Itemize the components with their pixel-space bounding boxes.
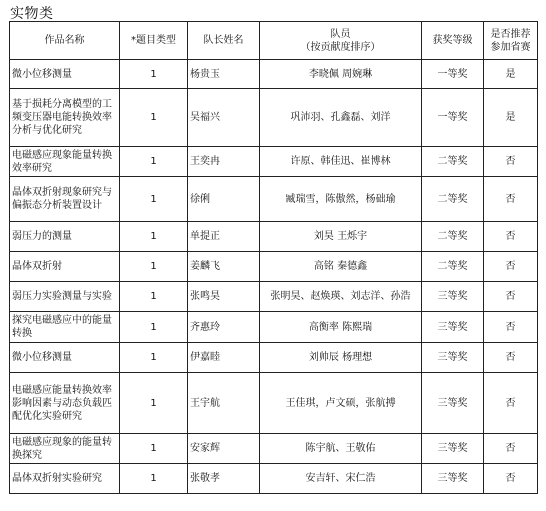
cell-recommend: 否 [484,373,538,434]
cell-name: 探究电磁感应中的能量转换 [10,312,120,343]
cell-captain: 王奕冉 [188,147,260,177]
cell-award: 三等奖 [422,373,484,434]
cell-captain: 杨贵玉 [188,60,260,89]
cell-captain: 吴福兴 [188,89,260,147]
cell-type: 1 [120,312,188,343]
cell-type: 1 [120,147,188,177]
cell-members: 陈宇航、王敬佑 [260,434,422,464]
cell-recommend: 否 [484,434,538,464]
cell-members: 巩沛羽、孔鑫磊、刘洋 [260,89,422,147]
cell-captain: 张敬孝 [188,464,260,494]
cell-name: 晶体双折射实验研究 [10,464,120,494]
cell-recommend: 否 [484,343,538,373]
cell-captain: 张鸣昊 [188,282,260,312]
cell-award: 三等奖 [422,312,484,343]
cell-captain: 伊嘉睦 [188,343,260,373]
cell-name: 电磁感应能量转换效率影响因素与动态负载匹配优化实验研究 [10,373,120,434]
cell-members: 张明昊、赵焕瑛、刘志洋、孙浩 [260,282,422,312]
cell-captain: 姜麟飞 [188,252,260,282]
table-row [10,222,538,252]
cell-recommend: 否 [484,312,538,343]
cell-name: 电磁感应现象能量转换效率研究 [10,147,120,177]
cell-award: 三等奖 [422,282,484,312]
table-row [10,177,538,222]
cell-name: 电磁感应现象的能量转换探究 [10,434,120,464]
cell-type: 1 [120,60,188,89]
cell-members: 刘昊 王烁宇 [260,222,422,252]
cell-name: 弱压力实验测量与实验 [10,282,120,312]
cell-type: 1 [120,464,188,494]
col-header-members-note: （按贡献度排序） [300,41,381,53]
cell-captain: 安家辉 [188,434,260,464]
table-row [10,373,538,434]
cell-award: 二等奖 [422,222,484,252]
cell-captain: 徐俐 [188,177,260,222]
col-header-award: 获奖等级 [422,22,484,60]
cell-members: 臧瑞雪，陈傲然，杨础瑜 [260,177,422,222]
cell-type: 1 [120,222,188,252]
cell-type: 1 [120,343,188,373]
cell-award: 三等奖 [422,464,484,494]
cell-name: 晶体双折射 [10,252,120,282]
cell-members: 许原、韩佳迅、崔博林 [260,147,422,177]
col-header-name: 作品名称 [10,22,120,60]
cell-recommend: 否 [484,464,538,494]
cell-name: 弱压力的测量 [10,222,120,252]
table-row [10,434,538,464]
cell-award: 三等奖 [422,434,484,464]
cell-award: 二等奖 [422,147,484,177]
cell-type: 1 [120,252,188,282]
cell-members: 李晓佩 周婉琳 [260,60,422,89]
cell-name: 微小位移测量 [10,60,120,89]
col-header-members [260,22,422,60]
cell-name: 晶体双折射现象研究与偏振态分析装置设计 [10,177,120,222]
cell-recommend: 否 [484,282,538,312]
cell-members: 高衡率 陈熙瑞 [260,312,422,343]
cell-award: 三等奖 [422,343,484,373]
col-header-recommend: 是否推荐参加省赛 [484,22,538,60]
cell-recommend: 是 [484,89,538,147]
cell-captain: 单提正 [188,222,260,252]
table-row [10,89,538,147]
cell-award: 二等奖 [422,177,484,222]
col-header-members-title: 队员 [330,28,351,40]
table-row [10,464,538,494]
cell-members: 王佳琪，卢文硕，张航搏 [260,373,422,434]
cell-captain: 王宇航 [188,373,260,434]
cell-award: 一等奖 [422,89,484,147]
cell-type: 1 [120,89,188,147]
cell-award: 一等奖 [422,60,484,89]
cell-award: 二等奖 [422,252,484,282]
table-row [10,312,538,343]
col-header-captain: 队长姓名 [188,22,260,60]
cell-captain: 齐惠玲 [188,312,260,343]
section-title: 实物类 [10,6,54,22]
table-row [10,343,538,373]
cell-type: 1 [120,373,188,434]
cell-members: 高铭 秦德鑫 [260,252,422,282]
table-row [10,252,538,282]
cell-type: 1 [120,177,188,222]
cell-recommend: 是 [484,60,538,89]
table-row [10,60,538,89]
cell-recommend: 否 [484,252,538,282]
cell-type: 1 [120,434,188,464]
cell-name: 基于损耗分离模型的工频变压器电能转换效率分析与优化研究 [10,89,120,147]
header-row [10,22,538,60]
cell-type: 1 [120,282,188,312]
cell-members: 刘帅辰 杨理想 [260,343,422,373]
awards-table [9,21,538,494]
cell-members: 安吉轩、宋仁浩 [260,464,422,494]
cell-recommend: 否 [484,147,538,177]
cell-recommend: 否 [484,177,538,222]
cell-recommend: 否 [484,222,538,252]
table-row [10,147,538,177]
col-header-type: *题目类型 [120,22,188,60]
cell-name: 微小位移测量 [10,343,120,373]
table-row [10,282,538,312]
